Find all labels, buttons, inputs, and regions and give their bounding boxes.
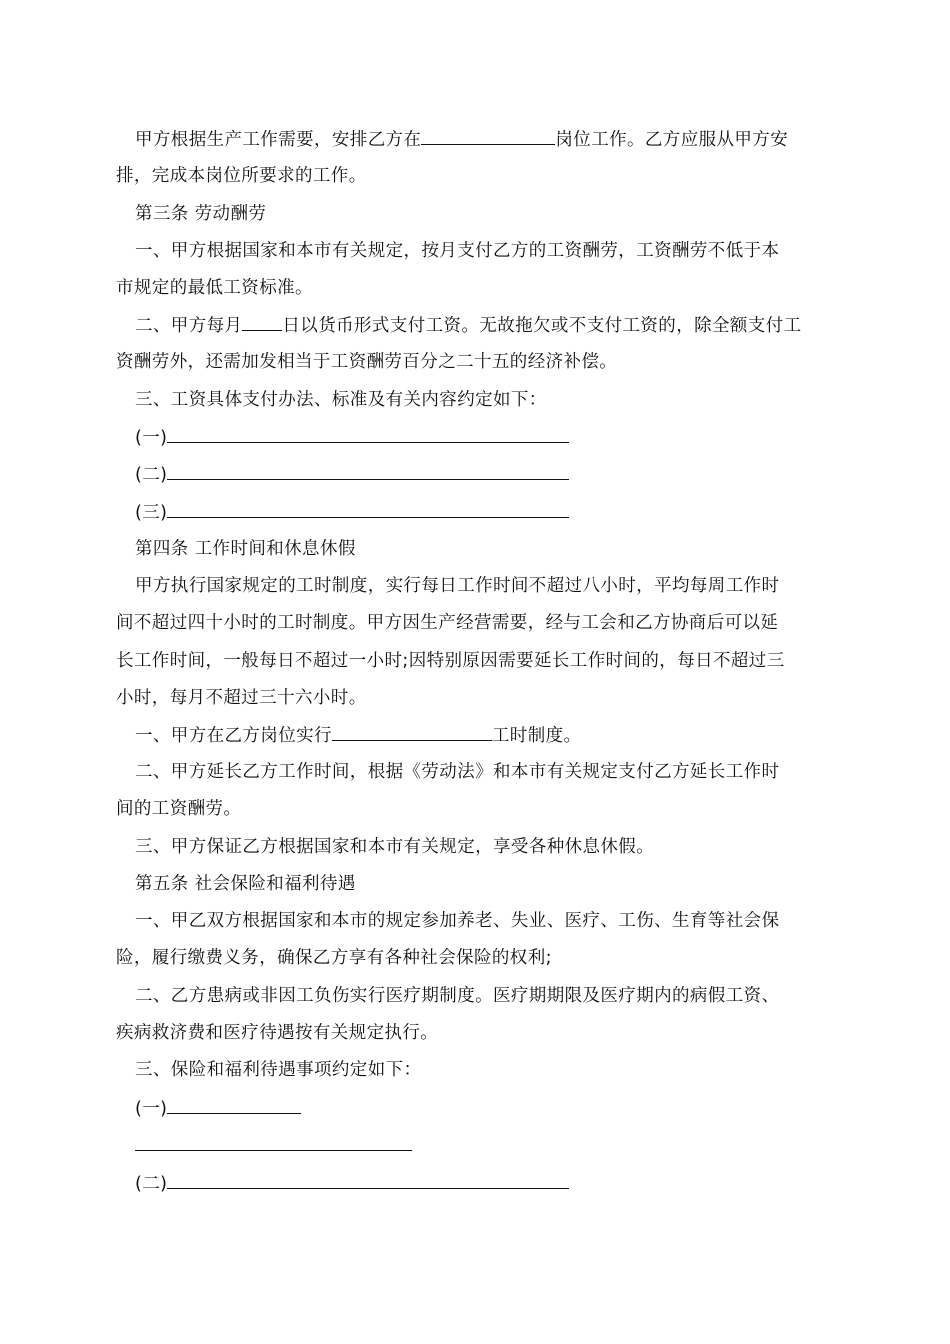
text: 工时制度。 [491,726,582,746]
paragraph-line: 间的工资酬劳。 [116,799,242,819]
text: 岗位工作。乙方应服从甲方安 [555,130,789,150]
paragraph-line: 三、保险和福利待遇事项约定如下： [135,1060,422,1080]
paragraph-line: 排，完成本岗位所要求的工作。 [116,166,367,186]
paragraph-line: 间不超过四十小时的工时制度。甲方因生产经营需要，经与工会和乙方协商后可以延 [116,613,779,633]
paragraph-line: 资酬劳外，还需加发相当于工资酬劳百分之二十五的经济补偿。 [116,352,618,372]
paragraph-line: 甲方执行国家规定的工时制度，实行每日工作时间不超过八小时，平均每周工作时 [135,576,780,596]
list-item [135,1097,301,1120]
list-item [135,1172,569,1195]
item-label: (一) [135,428,168,448]
paragraph-line [135,128,788,151]
paragraph-line: 长工作时间，一般每日不超过一小时;因特别原因需要延长工作时间的，每日不超过三 [116,651,785,671]
blank-line [167,1097,301,1114]
paragraph-line [135,724,581,747]
paragraph-line: 市规定的最低工资标准。 [116,278,313,298]
blank-line [332,724,492,741]
paragraph-line: 三、工资具体支付办法、标准及有关内容约定如下： [135,390,547,410]
paragraph-line: 三、甲方保证乙方根据国家和本市有关规定，享受各种休息休假。 [135,837,655,857]
text: 日以货币形式支付工资。无故拖欠或不支付工资的，除全额支付工 [282,316,802,336]
text: 一、甲方在乙方岗位实行 [135,726,332,746]
blank-line [167,501,569,518]
blank-line [135,1134,412,1151]
item-label: (一) [135,1099,168,1119]
item-label: (二) [135,465,168,485]
article-heading: 第四条 工作时间和休息休假 [135,539,356,559]
list-item [135,501,569,524]
paragraph-line [135,314,802,337]
list-item [135,463,569,486]
blank-line [167,463,569,480]
paragraph-line: 一、甲方根据国家和本市有关规定，按月支付乙方的工资酬劳，工资酬劳不低于本 [135,241,780,261]
paragraph-line: 二、乙方患病或非因工负伤实行医疗期制度。医疗期期限及医疗期内的病假工资、 [135,986,780,1006]
paragraph-line: 疾病救济费和医疗待遇按有关规定执行。 [116,1023,439,1043]
article-heading: 第三条 劳动酬劳 [135,204,267,224]
paragraph-line: 二、甲方延长乙方工作时间，根据《劳动法》和本市有关规定支付乙方延长工作时 [135,762,780,782]
blank-line [242,314,282,331]
blank-line [167,1172,569,1189]
text: 甲方根据生产工作需要，安排乙方在 [135,130,422,150]
paragraph-line: 一、甲乙双方根据国家和本市的规定参加养老、失业、医疗、工伤、生育等社会保 [135,911,780,931]
article-heading: 第五条 社会保险和福利待遇 [135,874,356,894]
blank-line [167,426,569,443]
blank-line [421,128,555,145]
paragraph-line: 小时，每月不超过三十六小时。 [116,688,367,708]
list-item [135,1134,412,1157]
paragraph-line: 险，履行缴费义务，确保乙方享有各种社会保险的权利; [116,948,552,968]
item-label: (二) [135,1174,168,1194]
text: 二、甲方每月 [135,316,243,336]
list-item [135,426,569,449]
item-label: (三) [135,503,168,523]
